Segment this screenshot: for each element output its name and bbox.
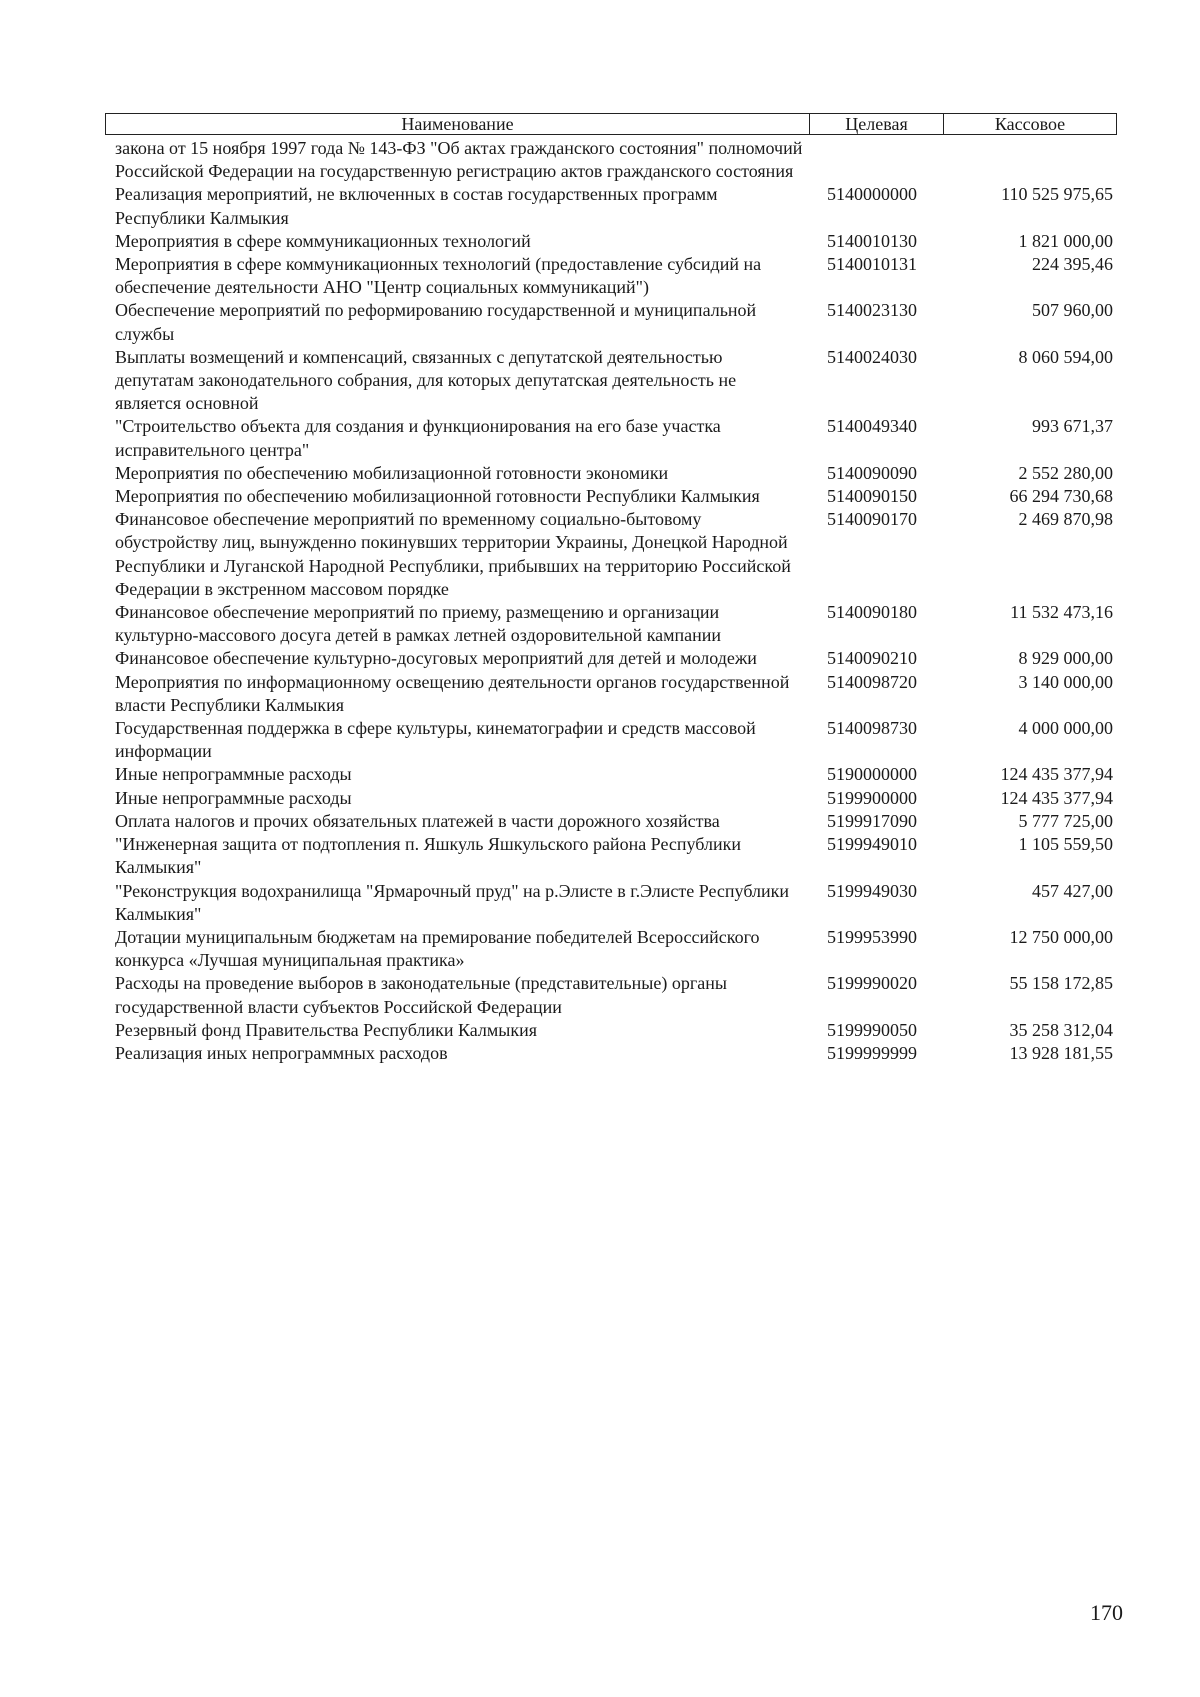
table-row (105, 485, 1117, 508)
row-code: 5199949010 (827, 834, 917, 855)
table-row (105, 972, 1117, 1018)
table-row (105, 601, 1117, 647)
row-amount: 66 294 730,68 (1009, 486, 1113, 507)
row-amount: 2 552 280,00 (1018, 462, 1113, 483)
row-name: Мероприятия по информационному освещению деятельности органов государственной власти Республики Калмыкия (115, 671, 790, 715)
table-row (105, 230, 1117, 253)
row-name: Дотации муниципальным бюджетам на премирование победителей Всероссийского конкурса «Лучшая муниципальная практика» (115, 926, 760, 971)
table-row (105, 137, 1117, 183)
row-code: 5140024030 (827, 346, 917, 367)
row-name: Мероприятия по обеспечению мобилизационной готовности экономики (115, 462, 669, 483)
row-amount: 124 435 377,94 (1000, 764, 1113, 785)
row-amount: 3 140 000,00 (1018, 671, 1113, 692)
table-row (105, 763, 1117, 786)
row-code: 5140010130 (827, 230, 917, 251)
row-code: 5140000000 (827, 184, 917, 205)
row-code: 5199990050 (827, 1019, 917, 1040)
row-name: Выплаты возмещений и компенсаций, связанных с депутатской деятельностью депутатам законодательного собрания, для которых депутатская деятельность не является основной (115, 346, 737, 414)
table-row (105, 810, 1117, 833)
row-code: 5199953990 (827, 926, 917, 947)
page-number: 170 (1090, 1600, 1123, 1625)
row-name: Иные непрограммные расходы (115, 764, 352, 785)
row-name: Расходы на проведение выборов в законодательные (представительные) органы государственной власти субъектов Российской Федерации (115, 973, 727, 1017)
table-row (105, 299, 1117, 345)
row-name: Реализация мероприятий, не включенных в состав государственных программ Республики Калмыкия (115, 184, 718, 228)
row-name: "Реконструкция водохранилища "Ярмарочный пруд" на р.Элисте в г.Элисте Республики Калмыкия" (115, 880, 790, 924)
row-name: Обеспечение мероприятий по реформированию государственной и муниципальной службы (115, 300, 757, 344)
budget-table (105, 113, 1117, 1065)
row-amount: 11 532 473,16 (1010, 602, 1113, 623)
row-name: Финансовое обеспечение мероприятий по приему, размещению и организации культурно-массового досуга детей в рамках летней оздоровительной кампании (115, 602, 722, 646)
row-code: 5140023130 (827, 300, 917, 321)
row-amount: 8 060 594,00 (1018, 346, 1113, 367)
table-row (105, 183, 1117, 229)
row-amount: 124 435 377,94 (1000, 787, 1113, 808)
header-amount: Кассовое (994, 114, 1066, 134)
row-code: 5199999999 (827, 1042, 917, 1063)
table-row (105, 508, 1117, 601)
row-name: "Строительство объекта для создания и функционирования на его базе участка исправительного центра" (115, 416, 721, 460)
header-code: Целевая (810, 114, 944, 134)
table-row (105, 1019, 1117, 1042)
row-amount: 224 395,46 (1032, 254, 1113, 275)
table-row (105, 1042, 1117, 1065)
row-name: Финансовое обеспечение мероприятий по временному социально-бытовому обустройству лиц, вынужденно покинувших территории Украины, Донецкой Народной Республики и Луганской Народной Республики, прибывших на территорию Российской Федерации в экстренном массовом порядке (115, 509, 791, 599)
table-row (105, 415, 1117, 461)
row-code: 5140090210 (827, 648, 917, 669)
row-amount: 1 105 559,50 (1018, 834, 1113, 855)
table-row (105, 253, 1117, 299)
row-code: 5199900000 (827, 787, 917, 808)
row-amount: 5 777 725,00 (1018, 810, 1113, 831)
row-amount: 8 929 000,00 (1018, 648, 1113, 669)
row-name: Иные непрограммные расходы (115, 787, 352, 808)
header-name: Наименование (106, 114, 810, 134)
table-row (105, 717, 1117, 763)
row-code: 5140090090 (827, 462, 917, 483)
row-amount: 55 158 172,85 (1009, 973, 1113, 994)
row-amount (957, 137, 1117, 183)
row-name: Резервный фонд Правительства Республики Калмыкия (115, 1019, 538, 1040)
row-name: Мероприятия в сфере коммуникационных технологий (115, 230, 531, 251)
row-amount: 110 525 975,65 (1001, 184, 1113, 205)
row-code: 5140098720 (827, 671, 917, 692)
row-code: 5140049340 (827, 416, 917, 437)
row-code: 5140090180 (827, 602, 917, 623)
row-code: 5190000000 (827, 764, 917, 785)
table-row (105, 926, 1117, 972)
row-name: Государственная поддержка в сфере культуры, кинематографии и средств массовой информации (115, 718, 756, 762)
row-code: 5199949030 (827, 880, 917, 901)
row-name: Оплата налогов и прочих обязательных платежей в части дорожного хозяйства (115, 810, 720, 831)
table-body (105, 137, 1117, 1065)
row-amount: 993 671,37 (1032, 416, 1113, 437)
row-name: Финансовое обеспечение культурно-досуговых мероприятий для детей и молодежи (115, 648, 757, 669)
row-name: Мероприятия по обеспечению мобилизационной готовности Республики Калмыкия (115, 486, 760, 507)
row-amount: 457 427,00 (1032, 880, 1113, 901)
table-row (105, 346, 1117, 416)
row-name: "Инженерная защита от подтопления п. Яшкуль Яшкульского района Республики Калмыкия" (115, 834, 741, 878)
row-amount: 13 928 181,55 (1009, 1042, 1113, 1063)
row-code: 5199917090 (827, 810, 917, 831)
row-amount: 1 821 000,00 (1018, 230, 1113, 251)
row-name: Реализация иных непрограммных расходов (115, 1042, 448, 1063)
row-code (805, 137, 957, 183)
row-name: закона от 15 ноября 1997 года № 143-ФЗ "Об актах гражданского состояния" полномочий Российской Федерации на государственную регистрацию актов гражданского состояния (115, 138, 803, 182)
table-row (105, 462, 1117, 485)
row-amount: 2 469 870,98 (1018, 509, 1113, 530)
row-code: 5140098730 (827, 718, 917, 739)
row-code: 5199990020 (827, 973, 917, 994)
row-code: 5140010131 (827, 254, 917, 275)
row-amount: 12 750 000,00 (1009, 926, 1113, 947)
row-name: Мероприятия в сфере коммуникационных технологий (предоставление субсидий на обеспечение деятельности АНО "Центр социальных коммуникаций") (115, 254, 762, 298)
table-row (105, 833, 1117, 879)
row-amount: 35 258 312,04 (1009, 1019, 1113, 1040)
row-code: 5140090150 (827, 486, 917, 507)
table-header (105, 113, 1117, 135)
table-row (105, 880, 1117, 926)
row-amount: 507 960,00 (1032, 300, 1113, 321)
row-amount: 4 000 000,00 (1018, 718, 1113, 739)
table-row (105, 787, 1117, 810)
table-row (105, 647, 1117, 670)
row-code: 5140090170 (827, 509, 917, 530)
table-row (105, 671, 1117, 717)
